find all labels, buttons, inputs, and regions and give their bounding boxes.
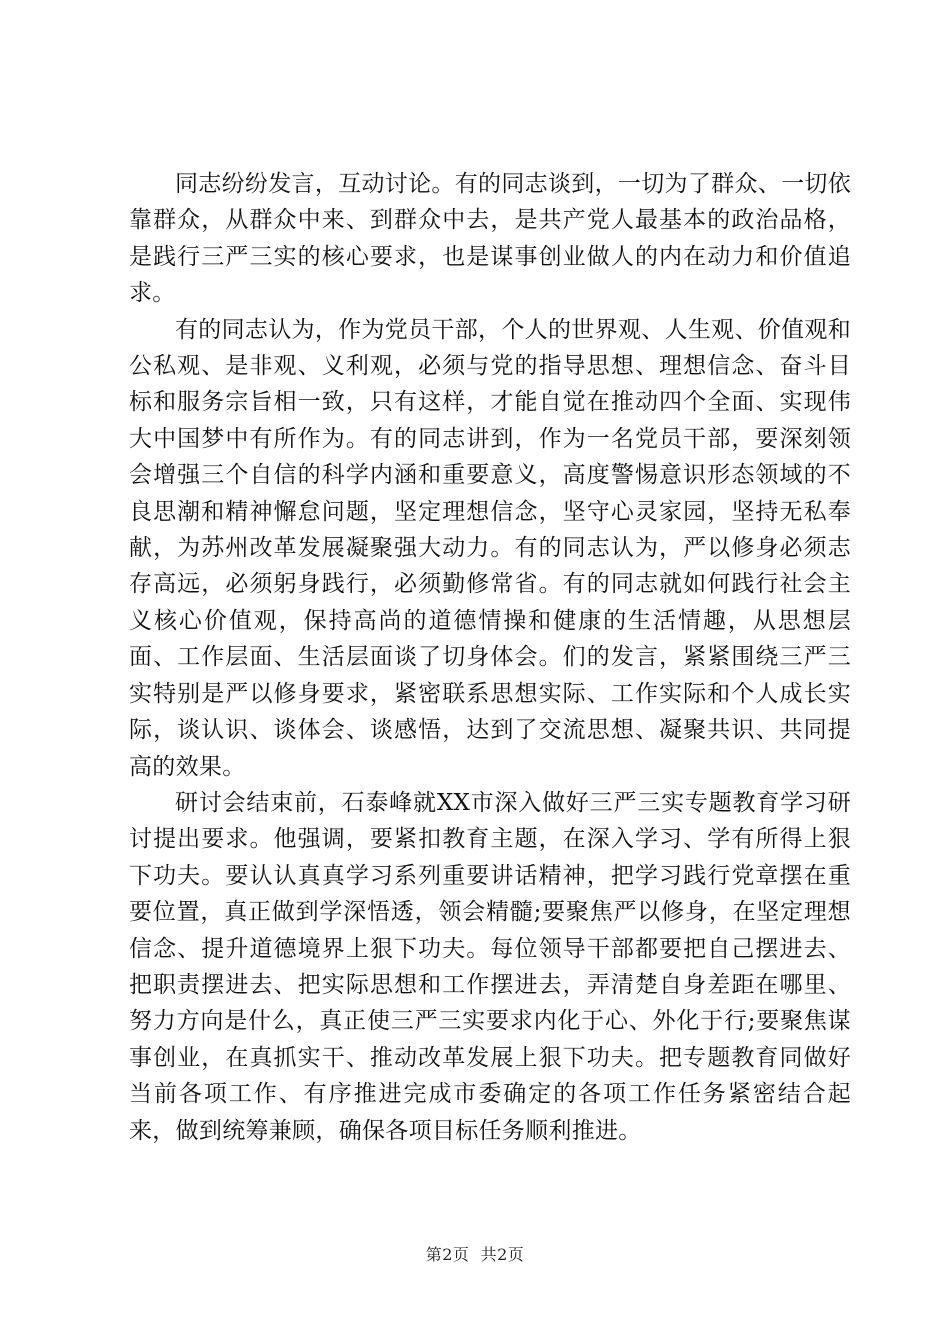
paragraph-1: 同志纷纷发言，互动讨论。有的同志谈到，一切为了群众、一切依靠群众，从群众中来、到群众中去，是共产党人最基本的政治品格，是践行三严三实的核心要求，也是谋事创业做人的内在动力和价值追求。 bbox=[129, 171, 851, 307]
page-number: 第2页 共2页 bbox=[425, 1245, 525, 1264]
paragraph-3: 研讨会结束前，石泰峰就XX市深入做好三严三实专题教育学习研讨提出要求。他强调，要紧扣教育主题，在深入学习、学有所得上狠下功夫。要认认真真学习系列重要讲话精神，把学习践行党章摆在重要位置，真正做到学深悟透，领会精髓;要聚焦严以修身，在坚定理想信念、提升道德境界上狠下功夫。每位领导干部都要把自己摆进去、把职责摆进去、把实际思想和工作摆进去，弄清楚自身差距在哪里、努力方向是什么，真正使三严三实要求内化于心、外化于行;要聚焦谋事创业，在真抓实干、推动改革发展上狠下功夫。把专题教育同做好当前各项工作、有序推进完成市委确定的各项工作任务紧密结合起来，做到统筹兼顾，确保各项目标任务顺利推进。 bbox=[129, 789, 851, 1144]
document-body bbox=[129, 166, 851, 1149]
paragraph-2: 有的同志认为，作为党员干部，个人的世界观、人生观、价值观和公私观、是非观、义利观，必须与党的指导思想、理想信念、奋斗目标和服务宗旨相一致，只有这样，才能自觉在推动四个全面、实现伟大中国梦中有所作为。有的同志讲到，作为一名党员干部，要深刻领会增强三个自信的科学内涵和重要意义，高度警惕意识形态领域的不良思潮和精神懈怠问题，坚定理想信念，坚守心灵家园，坚持无私奉献，为苏州改革发展凝聚强大动力。有的同志认为，严以修身必须志存高远，必须躬身践行，必须勤修常省。有的同志就如何践行社会主义核心价值观，保持高尚的道德情操和健康的生活情趣，从思想层面、工作层面、生活层面谈了切身体会。们的发言，紧紧围绕三严三实特别是严以修身要求，紧密联系思想实际、工作实际和个人成长实际，谈认识、谈体会、谈感悟，达到了交流思想、凝聚共识、共同提高的效果。 bbox=[129, 316, 851, 780]
page-footer bbox=[0, 1244, 950, 1266]
